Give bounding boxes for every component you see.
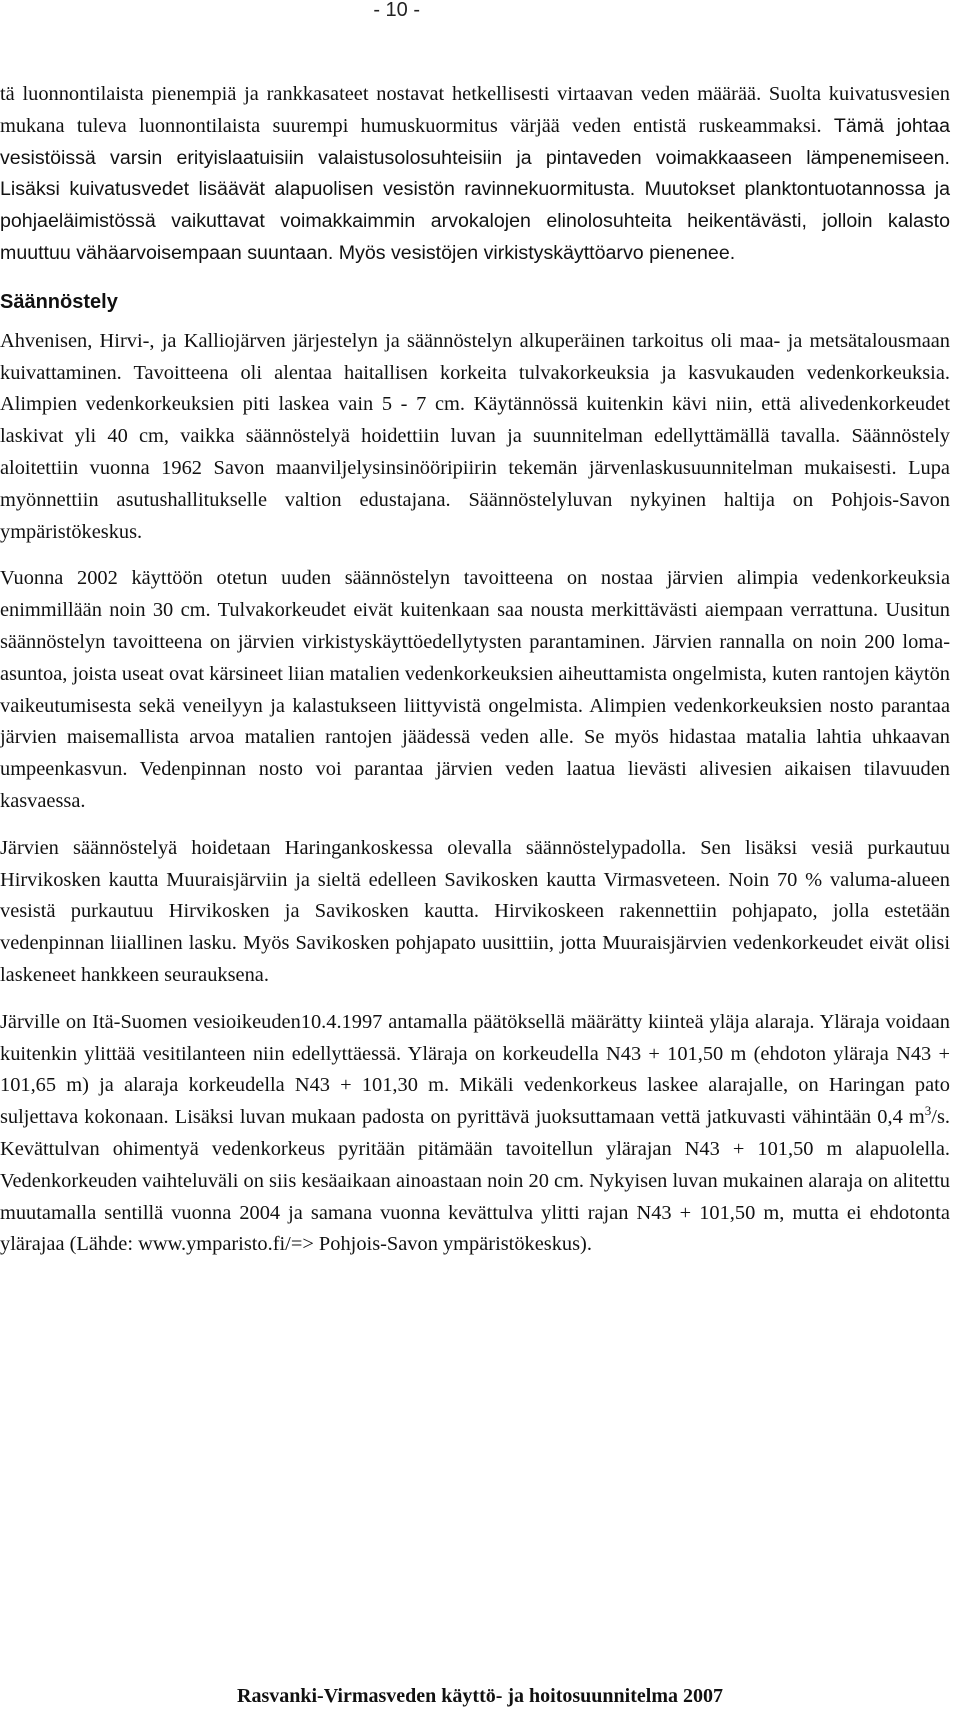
intro-sans-text: Tämä johtaa vesistöissä varsin erityislaatuisiin valaistusolosuhteisiin ja pintaveden voimakkaaseen lämpenemiseen. Lisäksi kuivatusvedet lisäävät alapuolisen vesistön ravinnekuormitusta. Muutokset planktontuotannossa ja pohjaeläimistössä vaikuttavat voimakkaimmin arvokalojen elinolosuhteita heikentävästi, jolloin kalasto muuttuu vähäarvoisempaan suuntaan. Myös vesistöjen virkistyskäyttöarvo pienenee. (0, 114, 950, 264)
page-footer: Rasvanki-Virmasveden käyttö- ja hoitosuunnitelma 2007 (237, 1685, 723, 1707)
intro-paragraph (0, 79, 950, 270)
page-number: - 10 - (373, 0, 420, 21)
section-heading: Säännöstely (0, 290, 118, 313)
paragraph-limits (0, 1007, 950, 1261)
superscript-3: 3 (924, 1103, 932, 1119)
paragraph-dam: Järvien säännöstelyä hoidetaan Haringankoskessa olevalla säännöstelypadolla. Sen lisäksi vesiä purkautuu Hirvikosken kautta Muuraisjärviin ja sieltä edelleen Savikosken kautta Virmasveteen. Noin 70 % valuma-alueen vesistä purkautuu Hirvikosken ja Savikosken kautta. Hirvikoskeen rakennettiin pohjapato, jolla estetään vedenpinnan liiallinen lasku. Myös Savikosken pohjapato uusittiin, jotta Muuraisjärvien vedenkorkeudet eivät olisi laskeneet hankkeen seurauksena. (0, 836, 950, 986)
paragraph-new-regulation: Vuonna 2002 käyttöön otetun uuden säännöstelyn tavoitteena on nostaa järvien alimpia vedenkorkeuksia enimmillään noin 30 cm. Tulvakorkeudet eivät kuitenkaan saa nousta merkittävästi aiempaan verrattuna. Uusitun säännöstelyn tavoitteena on järvien virkistyskäyttöedellytysten parantaminen. Järvien rannalla on noin 200 loma-asuntoa, joista useat ovat kärsineet liian matalien vedenkorkeuksien aiheuttamista ongelmista, kuten rantojen käytön vaikeutumisesta sekä veneilyyn ja kalastukseen liittyvistä ongelmista. Alimpien vedenkorkeuksien nosto parantaa järvien maisemallista arvoa matalien rantojen jäädessä veden alle. Se myös hidastaa matalia lahtia uhkaavan umpeenkasvun. Vedenpinnan nosto voi parantaa järvien veden laatua lievästi alivesien aikaisen tilavuuden kasvaessa. (0, 567, 950, 812)
intro-serif-text: tä luonnontilaista pienempiä ja rankkasateet nostavat hetkellisesti virtaavan veden määrää. Suolta kuivatusvesien mukana tuleva luonnontilaista suurempi humuskuormitus värjää veden entistä ruskeammaksi. (0, 83, 950, 137)
paragraph-regulation-origin: Ahvenisen, Hirvi-, ja Kalliojärven järjestelyn ja säännöstelyn alkuperäinen tarkoitus oli maa- ja metsätalousmaan kuivattaminen. Tavoitteena oli alentaa haitallisen korkeita tulvakorkeuksia ja kasvukauden vedenkorkeuksia. Alimpien vedenkorkeuksien piti laskea vain 5 - 7 cm. Käytännössä kuitenkin kävi niin, että alivedenkorkeudet laskivat yli 40 cm, vaikka säännöstelyä hoidettiin luvan ja suunnitelman edellyttämällä tavalla. Säännöstely aloitettiin vuonna 1962 Savon maanviljelysinsinööripiirin tekemän järvenlaskusuunnitelman mukaisesti. Lupa myönnettiin asutushallitukselle valtion edustajana. Säännöstelyluvan nykyinen haltija on Pohjois-Savon ympäristökeskus. (0, 329, 950, 543)
document-body (0, 79, 950, 1261)
limits-text-a: Järville on Itä-Suomen vesioikeuden10.4.1997 antamalla päätöksellä määrätty kiinteä yläja alaraja. Yläraja voidaan kuitenkin ylittää vesitilanteen niin edellyttäessä. Yläraja on korkeudella N43 + 101,50 m (ehdoton yläraja N43 + 101,65 m) ja alaraja korkeudella N43 + 101,30 m. Mikäli vedenkorkeus laskee alarajalle, on Haringan pato suljettava kokonaan. Lisäksi luvan mukaan padosta on pyrittävä juoksuttamaan vettä jatkuvasti vähintään 0,4 m (0, 1010, 950, 1129)
limits-text-b: /s. Kevättulvan ohimentyä vedenkorkeus pyritään pitämään tavoitellun ylärajan N43 + 101,50 m alapuolella. Vedenkorkeuden vaihteluväli on siis kesäaikaan ainoastaan noin 20 cm. Nykyisen luvan mukainen alaraja on alitettu muutamalla sentillä vuonna 2004 ja samana vuonna kevättulva ylitti rajan N43 + 101,50 m, mutta ei ehdotonta ylärajaa (Lähde: www.ymparisto.fi/=> Pohjois-Savon ympäristökeskus). (0, 1106, 950, 1256)
